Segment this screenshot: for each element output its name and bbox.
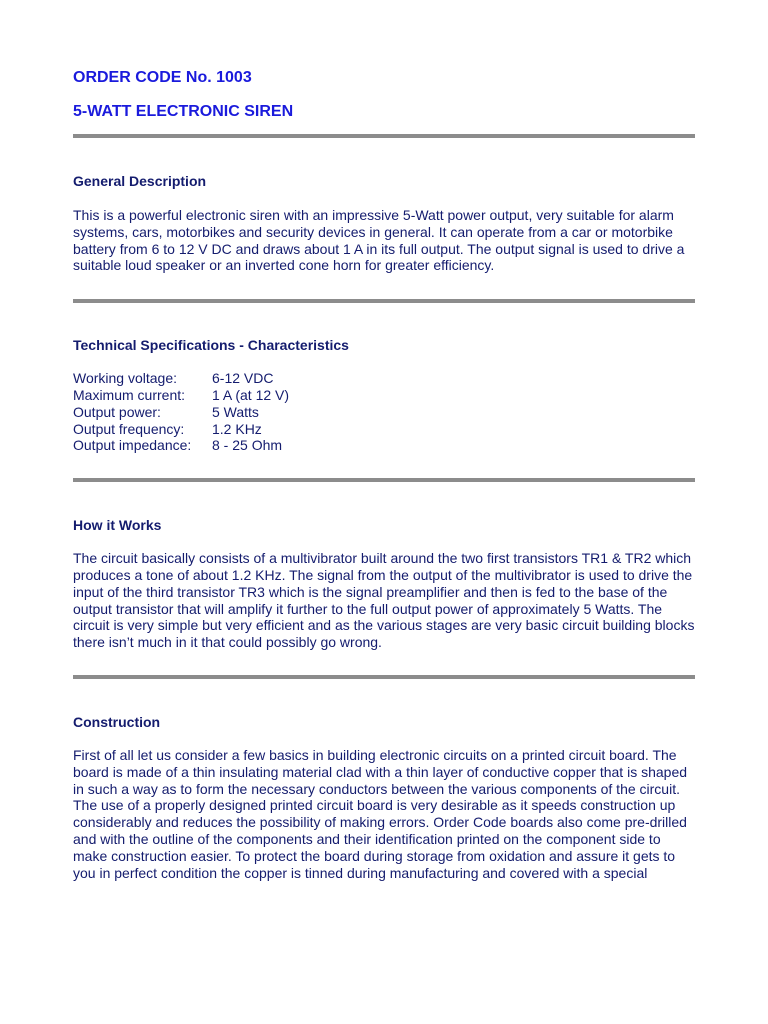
spec-row — [73, 404, 695, 421]
tech-specs-heading: Technical Specifications - Characteristics — [73, 337, 349, 354]
spec-value: 5 Watts — [212, 403, 259, 420]
section-divider — [73, 299, 695, 303]
spec-value: 1.2 KHz — [212, 420, 262, 437]
product-name-title: 5-WATT ELECTRONIC SIREN — [73, 103, 294, 120]
section-divider — [73, 478, 695, 482]
section-divider — [73, 134, 695, 138]
order-code-title: ORDER CODE No. 1003 — [73, 69, 252, 86]
general-description-heading: General Description — [73, 173, 207, 189]
how-it-works-text: The circuit basically consists of a multivibrator built around the two first transistors TR1 & TR2 which produces a tone of about 1.2 KHz. The signal from the output of the multivibrator is used to drive the input of the third transistor TR3 which is the signal preamplifier and then is fed to the base of the output transistor that will amplify it further to the full output power of approximately 5 Watts. The circuit is very simple but very efficient and as the various stages are very basic circuit building blocks there isn’t much in it that could possibly go wrong. — [73, 550, 695, 651]
spec-list — [73, 370, 695, 454]
spec-label: Maximum current: — [73, 386, 186, 403]
spec-row — [73, 370, 695, 387]
spec-label: Working voltage: — [73, 370, 178, 387]
spec-row — [73, 437, 695, 454]
spec-label: Output impedance: — [73, 437, 192, 454]
spec-row — [73, 421, 695, 438]
spec-value: 8 - 25 Ohm — [212, 437, 283, 454]
spec-value: 6-12 VDC — [212, 370, 274, 387]
how-it-works-heading: How it Works — [73, 517, 162, 534]
document-page — [73, 68, 695, 881]
spec-label: Output frequency: — [73, 420, 185, 437]
spec-row — [73, 387, 695, 404]
general-description-text: This is a powerful electronic siren with an impressive 5-Watt power output, very suitable for alarm systems, cars, motorbikes and security devices in general. It can operate from a car or motorbike battery from 6 to 12 V DC and draws about 1 A in its full output. The output signal is used to drive a suitable loud speaker or an inverted cone horn for greater efficiency. — [73, 207, 685, 274]
construction-text: First of all let us consider a few basics in building electronic circuits on a printed circuit board. The board is made of a thin insulating material clad with a thin layer of conductive copper that is shaped in such a way as to form the necessary conductors between the various components of the circuit. The use of a properly designed printed circuit board is very desirable as it speeds construction up considerably and reduces the possibility of making errors. Order Code boards also come pre-drilled and with the outline of the components and their identification printed on the component side to make construction easier. To protect the board during storage from oxidation and assure it gets to you in perfect condition the copper is tinned during manufacturing and covered with a special — [73, 746, 688, 881]
spec-label: Output power: — [73, 403, 161, 420]
section-divider — [73, 675, 695, 679]
spec-value: 1 A (at 12 V) — [212, 386, 290, 403]
construction-heading: Construction — [73, 713, 161, 730]
